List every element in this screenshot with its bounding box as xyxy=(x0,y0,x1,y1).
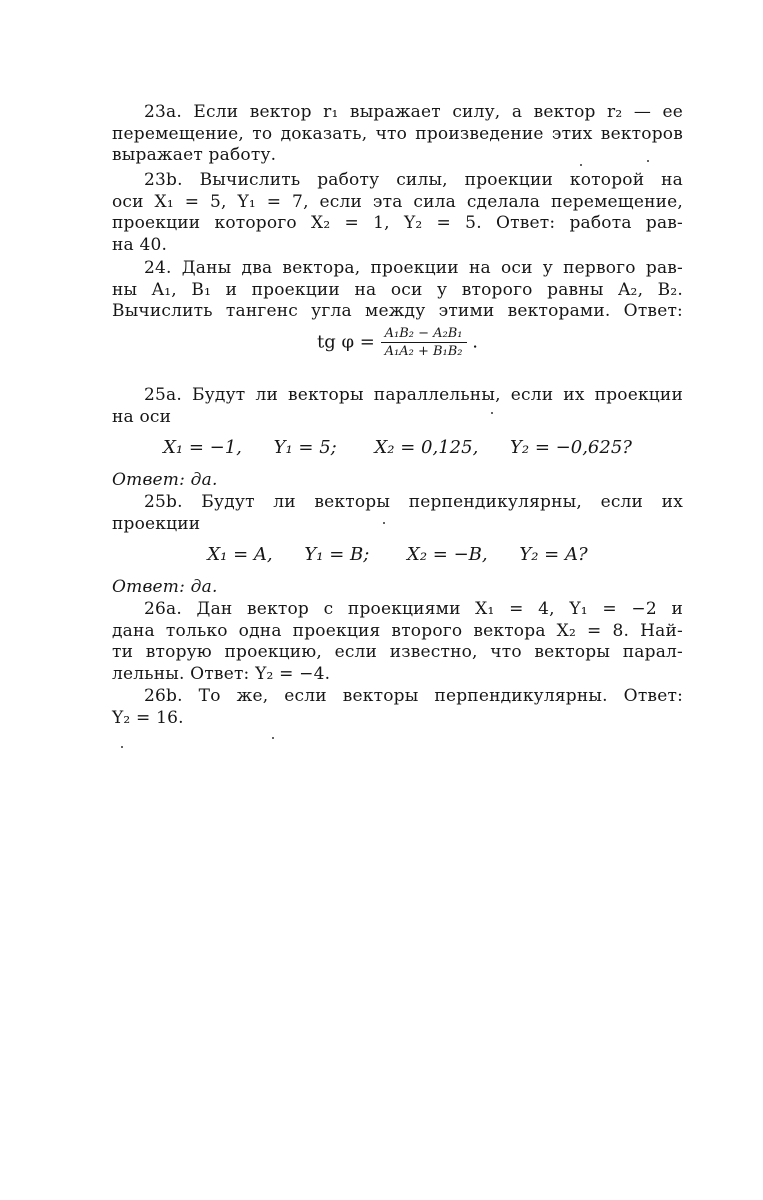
eq-25b-y2: Y₂ = A? xyxy=(519,544,588,565)
scan-speck xyxy=(491,412,493,414)
scan-speck xyxy=(272,737,274,739)
answer-25b: Ответ: да. xyxy=(112,577,218,597)
problem-26a-line-2: дана только одна проекция второго вектора X₂ = 8. Най- xyxy=(112,620,683,641)
problem-26a-line-4: лельны. Ответ: Y₂ = −4. xyxy=(112,663,331,684)
problem-23a xyxy=(112,102,683,167)
scan-speck xyxy=(580,164,582,166)
problem-23a-line-3: выражает работу. xyxy=(112,145,277,165)
problem-26a xyxy=(112,599,683,685)
problem-25b xyxy=(112,492,683,535)
eq-25b-y1: Y₁ = B; xyxy=(304,544,370,565)
problem-23b-line-3: проекции которого X₂ = 1, Y₂ = 5. Ответ: работа рав- xyxy=(112,213,683,233)
formula-lhs: tg φ = xyxy=(317,331,375,353)
problem-25b-line-1: 25b. Будут ли векторы перпендикулярны, если их xyxy=(144,492,683,512)
scan-speck xyxy=(647,160,649,162)
formula-numerator: A₁B₂ − A₂B₁ xyxy=(381,326,467,343)
problem-26b xyxy=(112,686,683,729)
eq-25a-y2: Y₂ = −0,625? xyxy=(510,437,632,458)
tangent-formula xyxy=(112,326,683,359)
formula-end: . xyxy=(472,331,478,353)
problem-24-line-1: 24. Даны два вектора, проекции на оси у первого рав- xyxy=(144,258,683,278)
equation-25b xyxy=(112,544,683,565)
problem-26a-line-1: 26a. Дан вектор с проекциями X₁ = 4, Y₁ = −2 и xyxy=(144,599,683,619)
problem-23a-line-2: перемещение, то доказать, что произведение этих векторов xyxy=(112,123,683,144)
problem-23b xyxy=(112,170,683,256)
problem-26b-line-1: 26b. То же, если векторы перпендикулярны. Ответ: xyxy=(144,686,683,706)
eq-25a-y1: Y₁ = 5; xyxy=(273,437,337,458)
problem-25a-line-2: на оси xyxy=(112,406,172,427)
problem-24-line-2: ны A₁, B₁ и проекции на оси у второго равны A₂, B₂. xyxy=(112,279,683,300)
problem-25b-line-2: проекции xyxy=(112,513,201,534)
eq-25b-x2: X₂ = −B, xyxy=(407,544,488,565)
equation-25a xyxy=(112,437,683,458)
answer-25a: Ответ: да. xyxy=(112,470,218,490)
problem-25a xyxy=(112,385,683,428)
problem-24-line-3: Вычислить тангенс угла между этими векторами. Ответ: xyxy=(112,301,683,321)
problem-23b-line-1: 23b. Вычислить работу силы, проекции которой на xyxy=(144,170,683,190)
problem-25a-line-1: 25a. Будут ли векторы параллельны, если их проекции xyxy=(144,385,683,405)
problem-26a-line-3: ти вторую проекцию, если известно, что векторы парал- xyxy=(112,642,683,662)
eq-25b-x1: X₁ = A, xyxy=(207,544,273,565)
eq-25a-x2: X₂ = 0,125, xyxy=(374,437,479,458)
formula-fraction xyxy=(381,326,467,359)
problem-23a-line-1: 23a. Если вектор r₁ выражает силу, а вектор r₂ — ее xyxy=(144,102,683,122)
problem-26b-line-2: Y₂ = 16. xyxy=(112,707,184,728)
formula-denominator: A₁A₂ + B₁B₂ xyxy=(384,344,463,359)
scan-speck xyxy=(383,522,385,524)
eq-25a-x1: X₁ = −1, xyxy=(163,437,242,458)
problem-24 xyxy=(112,258,683,323)
scan-speck xyxy=(121,746,123,748)
problem-23b-line-2: оси X₁ = 5, Y₁ = 7, если эта сила сделала перемещение, xyxy=(112,191,683,212)
problem-23b-line-4: на 40. xyxy=(112,234,168,255)
